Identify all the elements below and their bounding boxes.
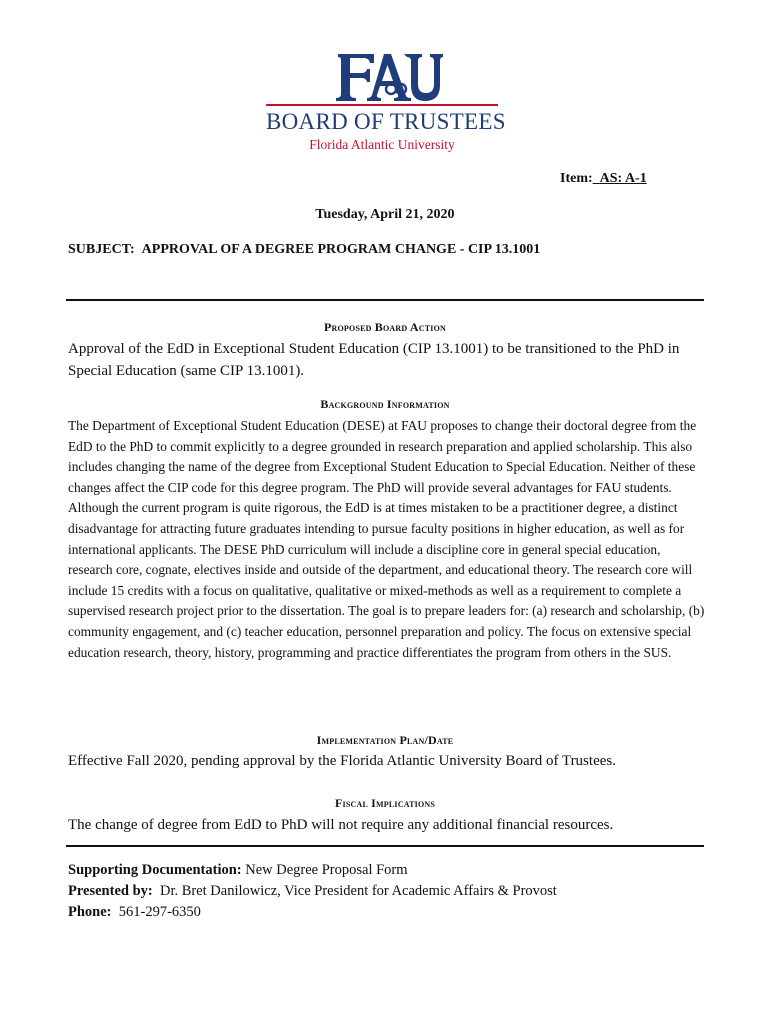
logo-university-text: Florida Atlantic University [309,137,455,152]
subject [68,242,540,258]
bottom-divider [66,845,704,847]
fiscal-heading: Fiscal Implications [335,796,435,810]
subject-label: SUBJECT: [68,242,135,257]
phone [68,904,201,921]
meeting-date: Tuesday, April 21, 2020 [315,207,455,222]
proposed-action-text: Approval of the EdD in Exceptional Student Education (CIP 13.1001) to be transitioned to the PhD in Special Education (same CIP 13.1001). [68,341,680,379]
supporting-documentation [68,862,408,879]
item-label: Item: [560,171,593,186]
background-heading: Background Information [320,397,450,411]
supporting-value: New Degree Proposal Form [245,862,408,878]
supporting-label: Supporting Documentation: [68,862,242,878]
subject-text: APPROVAL OF A DEGREE PROGRAM CHANGE - CIP 13.1001 [141,242,541,257]
top-divider [66,299,704,301]
item-number [560,171,647,187]
implementation-heading: Implementation Plan/Date [316,733,454,747]
fiscal-text: The change of degree from EdD to PhD will not require any additional financial resources. [68,817,614,833]
phone-value: 561-297-6350 [118,904,201,920]
logo-board-text: BOARD OF TRUSTEES [266,109,506,134]
implementation-text: Effective Fall 2020, pending approval by the Florida Atlantic University Board of Trustees. [68,753,616,769]
phone-label: Phone: [68,904,112,920]
fau-logo-mark [334,52,444,102]
presented-by [68,883,557,900]
background-text: The Department of Exceptional Student Education (DESE) at FAU proposes to change their doctoral degree from the EdD to the PhD to commit explicitly to a degree grounded in research preparation and applied scholarship. This also includes changing the name of the degree from Exceptional Student Education to Special Education. Neither of these changes affect the CIP code for this degree program. The PhD will provide several advantages for FAU students. Although the current program is quite rigorous, the EdD is at times mistaken to be a practitioner degree, a distinct disadvantage for attracting future graduates intending to pursue faculty positions in higher education, as well as for international applicants. The DESE PhD curriculum will include a discipline core in general special education, research core, cognate, electives inside and outside of the department, and educational theory. The research core will include 15 credits with a focus on qualitative, qualitative or mixed-methods as well as a requirement to complete a supervised research project prior to the dissertation. The goal is to prepare leaders for: (a) research and scholarship, (b) community engagement, and (c) teacher education, personnel preparation and policy. The focus on extensive special education research, theory, history, programming and practice differentiates the program from others in the SUS. [68,418,705,660]
presented-label: Presented by: [68,883,153,899]
presented-value: Dr. Bret Danilowicz, Vice President for Academic Affairs & Provost [159,883,557,899]
proposed-action-heading: Proposed Board Action [324,320,446,334]
item-value: AS: A-1 [599,171,647,186]
